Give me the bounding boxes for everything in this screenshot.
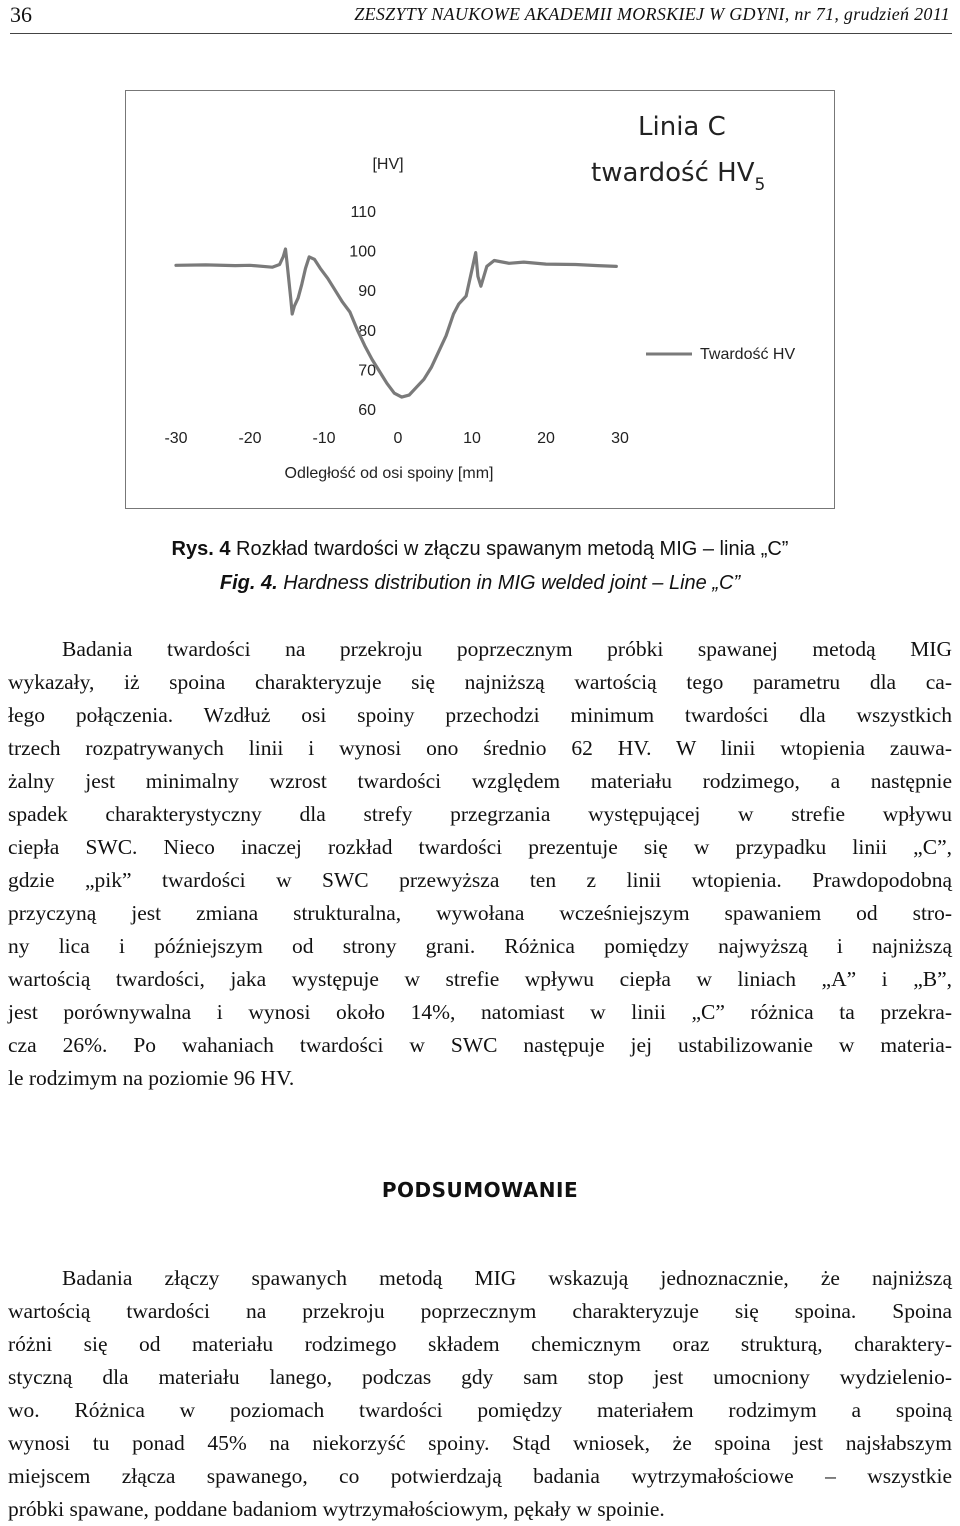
caption-pl-text: Rozkład twardości w złączu spawanym metodą MIG – linia „C”: [230, 538, 789, 560]
figure-caption-en: [0, 572, 960, 595]
text-line: wo. Różnica w poziomach twardości pomiędzy materiałem rodzimym a spoiną: [8, 1398, 952, 1422]
page-number: 36: [10, 2, 32, 27]
x-tick-label: 20: [537, 430, 555, 447]
text-line: wartością twardości, jaka występuje w strefie wpływu ciepła w liniach „A” i „B”,: [8, 967, 952, 991]
text-line: łego połączenia. Wzdłuż osi spoiny przechodzi minimum twardości dla wszystkich: [8, 703, 952, 727]
hardness-chart: [125, 90, 835, 509]
caption-en-label: Fig. 4.: [219, 572, 278, 594]
x-tick-label: -20: [238, 430, 262, 447]
header-rule: [10, 33, 952, 34]
legend-label: Twardość HV: [700, 346, 796, 363]
text-line: gdzie „pik” twardości w SWC przewyższa ten z linii wtopienia. Prawdopodobną: [8, 868, 952, 892]
y-tick-label: 90: [358, 283, 376, 301]
text-line: żalny jest minimalny wzrost twardości względem materiału rodzimego, a następnie: [8, 769, 952, 793]
caption-pl-label: Rys. 4: [171, 538, 231, 560]
text-line: próbki spawane, poddane badaniom wytrzymałościowym, pękały w spoinie.: [8, 1497, 665, 1521]
text-line: różni się od materiału rodzimego składem chemicznym oraz strukturą, charaktery-: [8, 1332, 952, 1356]
body-paragraph-1: [8, 633, 952, 1095]
y-axis-ticks: [349, 204, 376, 419]
x-tick-label: 10: [463, 430, 481, 447]
y-tick-label: 80: [358, 322, 376, 340]
text-line: trzech rozpatrywanych linii i wynosi ono średnio 62 HV. W linii wtopienia zauwa-: [8, 736, 952, 760]
text-line: przyczyną jest zmiana strukturalna, wywołana wcześniejszym spawaniem od stro-: [8, 901, 952, 925]
running-header: [0, 0, 960, 36]
chart-title-second: [591, 158, 765, 195]
text-line: ciepła SWC. Nieco inaczej rozkład twardości prezentuje się w przypadku linii „C”,: [8, 835, 952, 859]
x-tick-label: 30: [611, 430, 629, 447]
chart-title-line2: twardość HV: [591, 158, 755, 188]
y-axis-label: [HV]: [372, 156, 404, 173]
text-line: spadek charakterystyczny dla strefy przegrzania występującej w strefie wpływu: [8, 802, 952, 826]
y-tick-label: 100: [349, 243, 376, 261]
text-line: Badania złączy spawanych metodą MIG wskazują jednoznacznie, że najniższą: [62, 1266, 952, 1290]
y-tick-label: 70: [358, 362, 376, 380]
x-axis-ticks: [164, 430, 629, 447]
x-tick-label: -10: [312, 430, 336, 447]
chart-svg: [126, 91, 834, 508]
text-line: wykazały, iż spoina charakteryzuje się najniższą wartością tego parametru dla ca-: [8, 670, 952, 694]
text-line: styczną dla materiału lanego, podczas gdy sam stop jest umocniony wydzielenio-: [8, 1365, 952, 1389]
body-paragraph-2: [8, 1262, 952, 1526]
chart-title-line1: Linia C: [638, 112, 726, 142]
text-line: cza 26%. Po wahaniach twardości w SWC następuje jej ustabilizowanie w materia-: [8, 1033, 952, 1057]
chart-title-subscript: 5: [754, 175, 766, 195]
section-heading: PODSUMOWANIE: [381, 1178, 579, 1202]
text-line: ny lica i późniejszym od strony grani. Różnica pomiędzy najwyższą i najniższą: [8, 934, 952, 958]
series-line-twardosc-hv: [176, 249, 616, 397]
y-tick-label: 60: [358, 402, 376, 419]
x-axis-label: Odległość od osi spoiny [mm]: [284, 465, 494, 482]
x-tick-label: 0: [393, 430, 403, 447]
text-line: miejscem złącza spawanego, co potwierdzają badania wytrzymałościowe – wszystkie: [8, 1464, 952, 1488]
figure-caption-pl: [0, 538, 960, 561]
journal-title: ZESZYTY NAUKOWE AKADEMII MORSKIEJ W GDYNI, nr 71, grudzień 2011: [354, 4, 950, 24]
text-line: wynosi tu ponad 45% na niekorzyść spoiny. Stąd wniosek, że spoina jest najsłabszym: [8, 1431, 952, 1455]
text-line: wartością twardości na przekroju poprzecznym charakteryzuje się spoina. Spoina: [8, 1299, 952, 1323]
chart-title: [638, 112, 726, 142]
text-line: Badania twardości na przekroju poprzecznym próbki spawanej metodą MIG: [62, 637, 952, 661]
series-layer: [176, 249, 616, 397]
caption-en-text: Hardness distribution in MIG welded joint – Line „C”: [277, 572, 741, 594]
x-tick-label: -30: [164, 430, 188, 447]
text-line: le rodzimym na poziomie 96 HV.: [8, 1066, 295, 1090]
y-tick-label: 110: [350, 204, 376, 221]
text-line: jest porównywalna i wynosi około 14%, natomiast w linii „C” różnica ta przekra-: [8, 1000, 952, 1024]
